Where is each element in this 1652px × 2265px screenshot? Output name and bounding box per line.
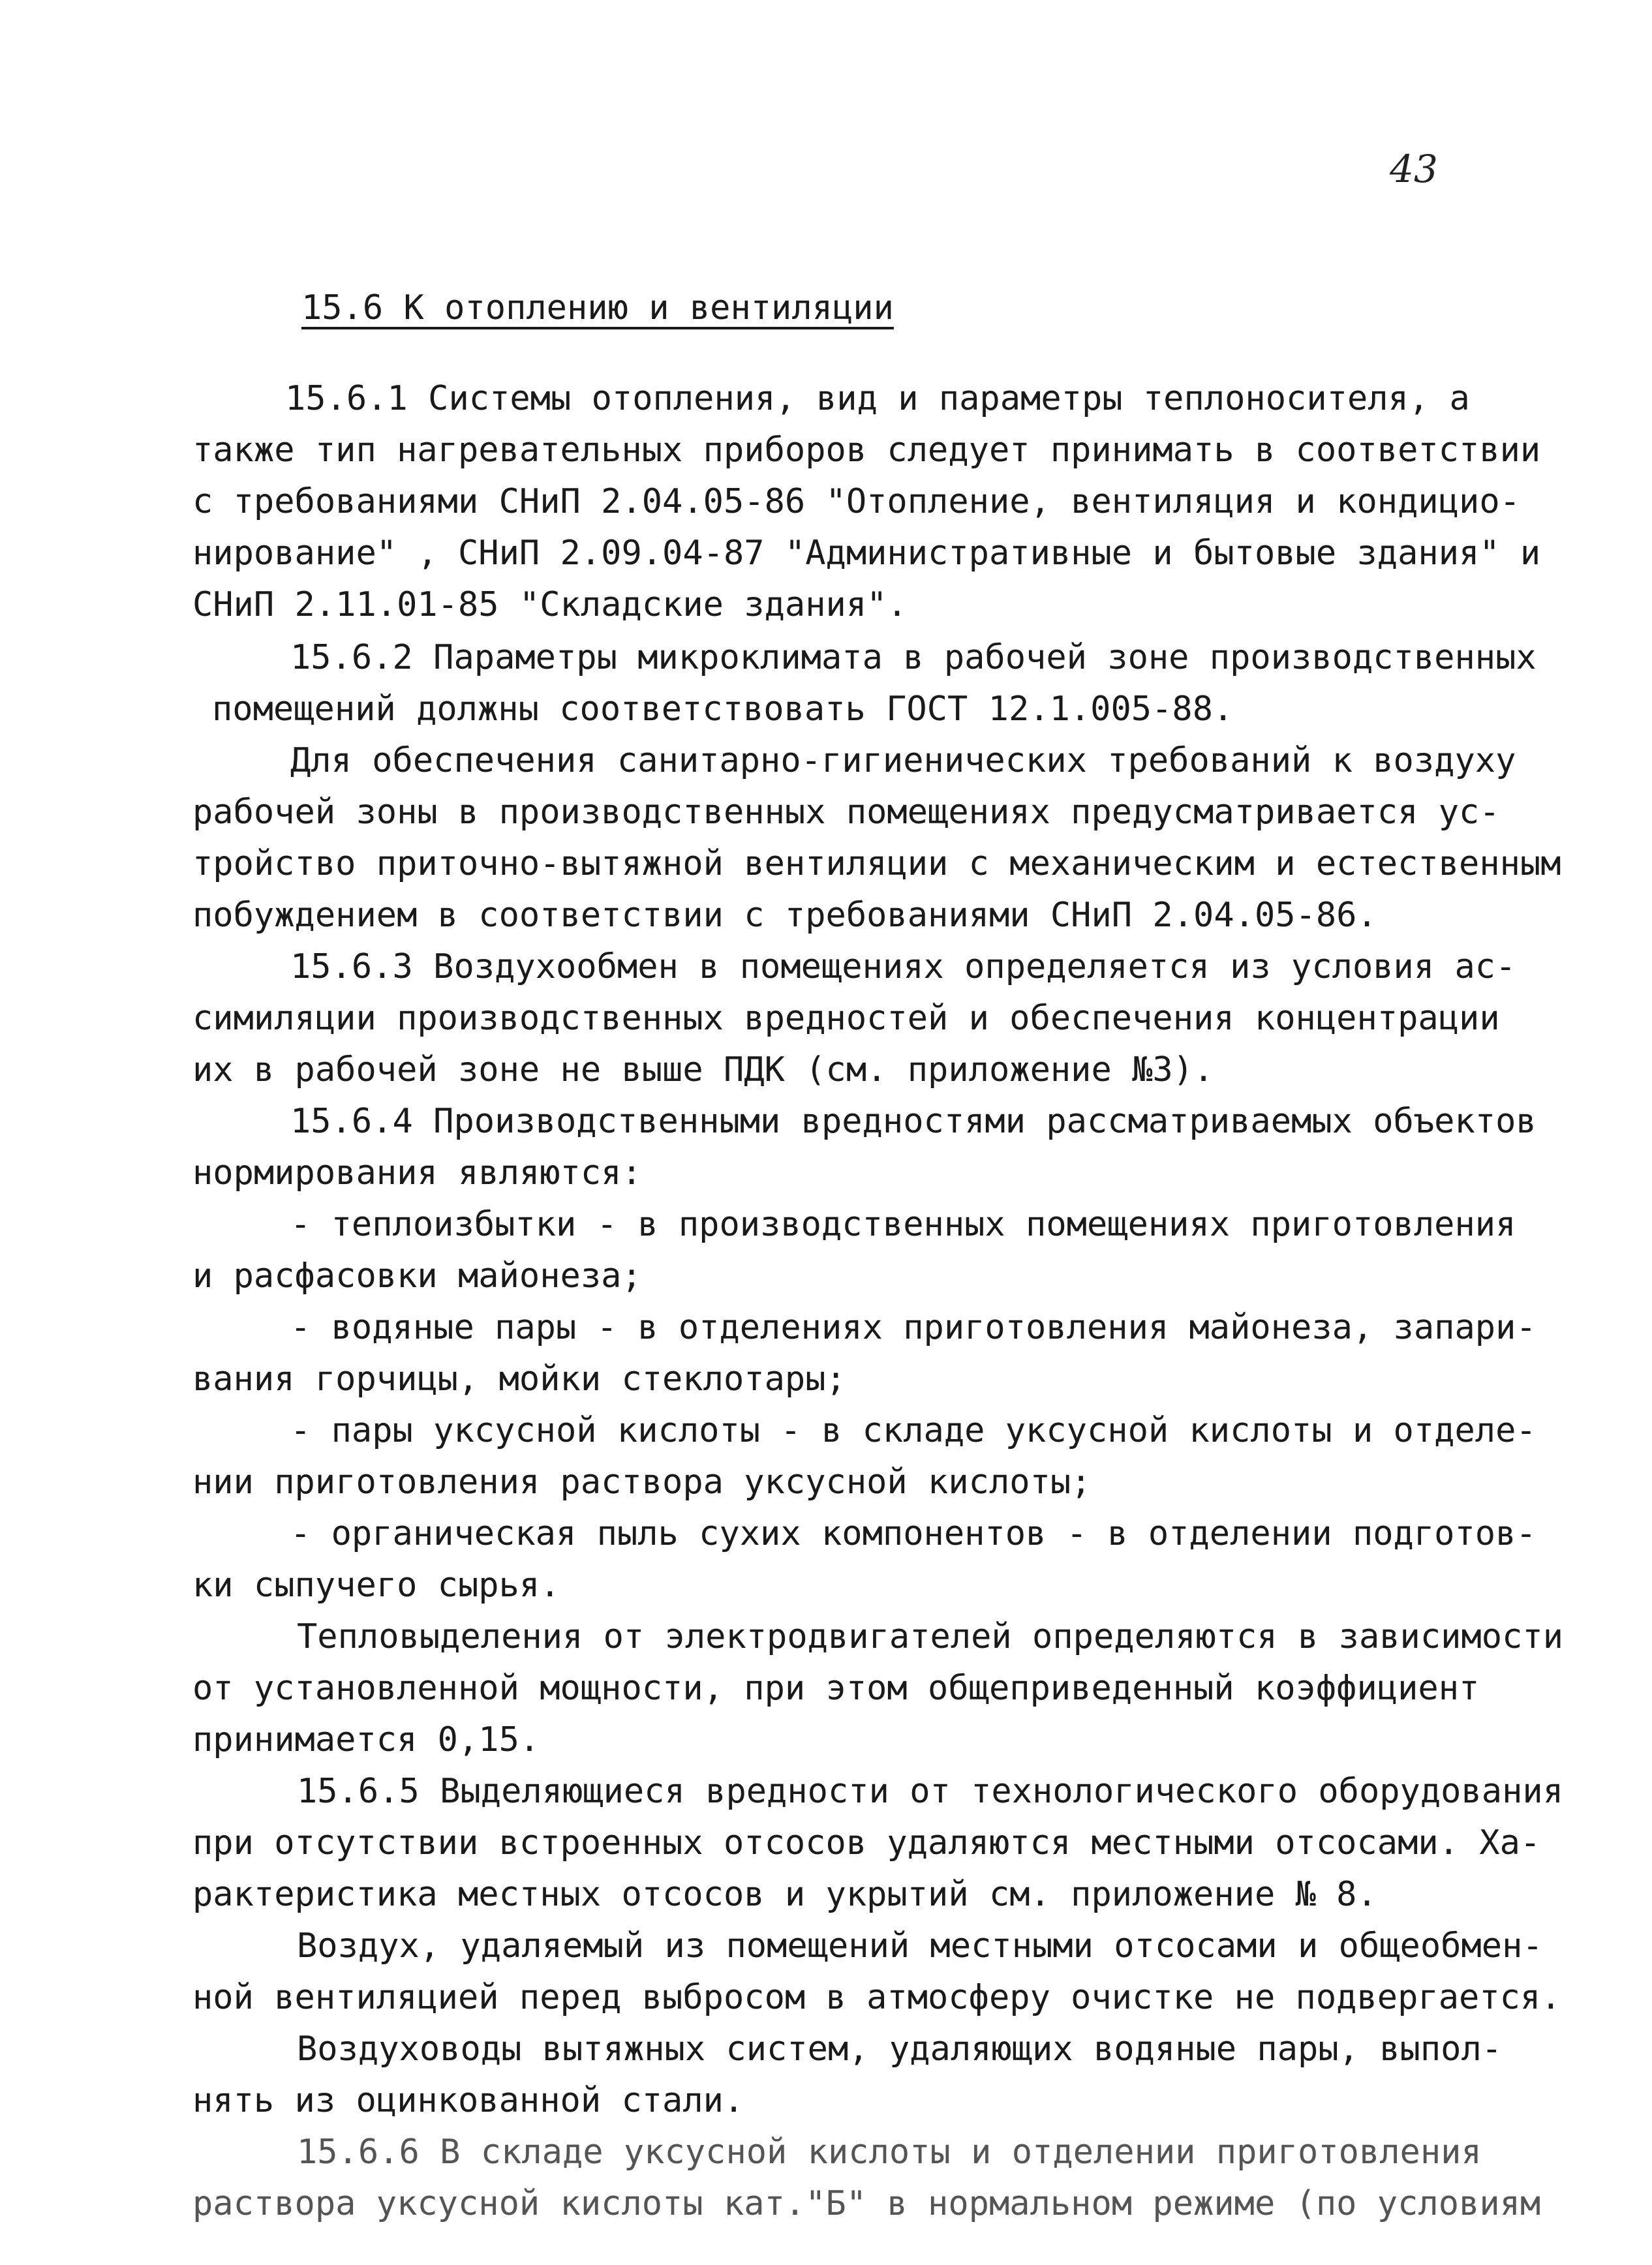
text-line: вания горчицы, мойки стеклотары;	[192, 1360, 846, 1399]
text-line: 15.6.3 Воздухообмен в помещениях определяется из условия ас-	[290, 947, 1516, 986]
text-line: 15.6.5 Выделяющиеся вредности от технологического оборудования	[297, 1772, 1564, 1811]
text-line: и расфасовки майонеза;	[192, 1256, 642, 1296]
section-title: 15.6 К отоплению и вентиляции	[301, 288, 894, 327]
text-line: нии приготовления раствора уксусной кислоты;	[192, 1463, 1092, 1502]
text-line: 15.6.6 В складе уксусной кислоты и отделении приготовления	[297, 2133, 1482, 2172]
text-line: - органическая пыль сухих компонентов - в отделении подготов-	[290, 1514, 1537, 1553]
text-line: 15.6.4 Производственными вредностями рассматриваемых объектов	[290, 1102, 1537, 1141]
text-line: - теплоизбытки - в производственных помещениях приготовления	[290, 1205, 1516, 1244]
text-line: 15.6.1 Системы отопления, вид и параметры теплоносителя, а	[285, 379, 1470, 418]
text-line: раствора уксусной кислоты кат."Б" в нормальном режиме (по условиям	[192, 2184, 1541, 2223]
text-line: с требованиями СНиП 2.04.05-86 "Отопление, вентиляция и кондицио-	[192, 482, 1520, 521]
text-line: Воздух, удаляемый из помещений местными отсосами и общеобмен-	[297, 1926, 1543, 1966]
text-line: Для обеспечения санитарно-гигиенических требований к воздуху	[290, 741, 1516, 780]
text-line: СНиП 2.11.01-85 "Складские здания".	[192, 585, 908, 624]
text-line: рактеристика местных отсосов и укрытий см. приложение № 8.	[192, 1875, 1377, 1914]
text-line: симиляции производственных вредностей и обеспечения концентрации	[192, 999, 1500, 1038]
text-line: - пары уксусной кислоты - в складе уксусной кислоты и отделе-	[290, 1411, 1537, 1450]
text-line: Воздуховоды вытяжных систем, удаляющих водяные пары, выпол-	[297, 2029, 1503, 2069]
text-line: нормирования являются:	[192, 1153, 642, 1193]
text-line: рабочей зоны в производственных помещениях предусматривается ус-	[192, 793, 1500, 832]
text-line: принимается 0,15.	[192, 1720, 540, 1759]
text-line: при отсутствии встроенных отсосов удаляются местными отсосами. Ха-	[192, 1823, 1541, 1862]
text-line: их в рабочей зоне не выше ПДК (см. приложение №3).	[192, 1050, 1214, 1089]
text-line: тройство приточно-вытяжной вентиляции с механическим и естественным	[192, 844, 1561, 883]
text-line: от установленной мощности, при этом общеприведенный коэффициент	[192, 1669, 1480, 1708]
text-line: Тепловыделения от электродвигателей определяются в зависимости	[297, 1617, 1564, 1656]
text-line: ки сыпучего сырья.	[192, 1566, 560, 1605]
text-line: - водяные пары - в отделениях приготовления майонеза, запари-	[290, 1308, 1537, 1347]
text-line: 15.6.2 Параметры микроклимата в рабочей зоне производственных	[290, 638, 1537, 677]
text-line: нирование" , СНиП 2.09.04-87 "Административные и бытовые здания" и	[192, 534, 1541, 573]
text-line: помещений должны соответствовать ГОСТ 12.1.005-88.	[212, 690, 1234, 729]
text-line: нять из оцинкованной стали.	[192, 2081, 744, 2120]
text-line: ной вентиляцией перед выбросом в атмосферу очистке не подвергается.	[192, 1978, 1561, 2017]
text-line: побуждением в соответствии с требованиями СНиП 2.04.05-86.	[192, 896, 1377, 935]
page-number: 43	[1390, 147, 1438, 191]
text-line: также тип нагревательных приборов следует принимать в соответствии	[192, 431, 1541, 470]
